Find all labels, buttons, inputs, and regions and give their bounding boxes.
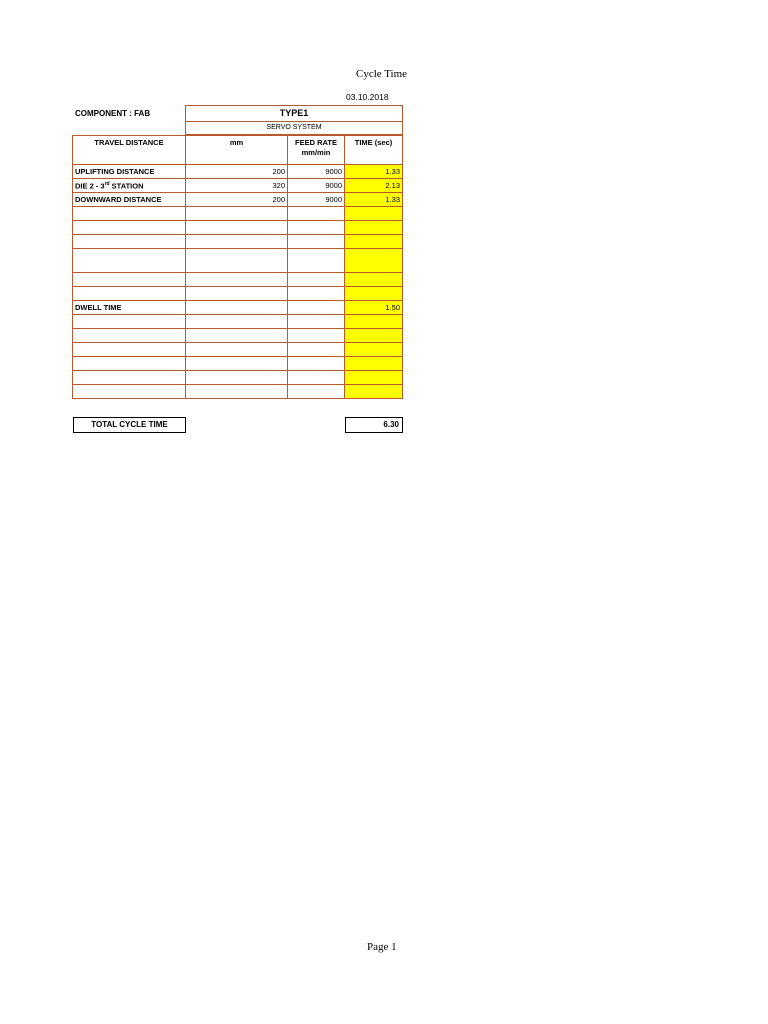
document-title: Cycle Time	[356, 68, 408, 80]
table-row	[73, 315, 403, 329]
row-feed: 9000	[288, 179, 345, 193]
table-row	[73, 301, 403, 315]
table-row	[73, 249, 403, 273]
total-cycle-time-value: 6.30	[345, 417, 403, 433]
total-cycle-time-label: TOTAL CYCLE TIME	[73, 417, 186, 433]
header-mm: mm	[186, 136, 288, 165]
row-time: 1.33	[345, 165, 403, 179]
row-label-tail: STATION	[109, 181, 144, 191]
row-label-sup: rd	[104, 180, 110, 187]
page-number: Page 1	[367, 941, 397, 953]
row-feed	[288, 301, 345, 315]
document-date: 03.10.2018	[346, 92, 389, 102]
table-row	[73, 179, 403, 193]
table-row	[73, 385, 403, 399]
row-feed: 9000	[288, 193, 345, 207]
table-row	[73, 357, 403, 371]
row-label: DOWNWARD DISTANCE	[73, 193, 186, 207]
row-label-main: DIE 2 - 3	[75, 181, 105, 191]
row-time: 1.50	[345, 301, 403, 315]
row-time: 2.13	[345, 179, 403, 193]
component-label: COMPONENT : FAB	[75, 109, 151, 118]
table-row	[73, 287, 403, 301]
header-travel-distance: TRAVEL DISTANCE	[73, 136, 186, 165]
system-header: SERVO SYSTEM	[185, 121, 403, 135]
row-time: 1.33	[345, 193, 403, 207]
row-label: UPLIFTING DISTANCE	[73, 165, 186, 179]
type-header: TYPE1	[185, 105, 403, 122]
row-feed: 9000	[288, 165, 345, 179]
table-row	[73, 235, 403, 249]
table-row	[73, 371, 403, 385]
row-mm: 200	[186, 165, 288, 179]
table-row	[73, 273, 403, 287]
row-label	[73, 179, 186, 193]
header-time: TIME (sec)	[345, 136, 403, 165]
table-row	[73, 193, 403, 207]
table-row	[73, 165, 403, 179]
row-mm	[186, 301, 288, 315]
row-label: DWELL TIME	[73, 301, 186, 315]
row-mm: 320	[186, 179, 288, 193]
cycle-time-table	[72, 135, 403, 399]
table-row	[73, 207, 403, 221]
header-feed-rate: FEED RATE mm/min	[288, 136, 345, 165]
table-row	[73, 343, 403, 357]
table-header-row	[73, 136, 403, 165]
row-mm: 200	[186, 193, 288, 207]
table-row	[73, 221, 403, 235]
table-row	[73, 329, 403, 343]
